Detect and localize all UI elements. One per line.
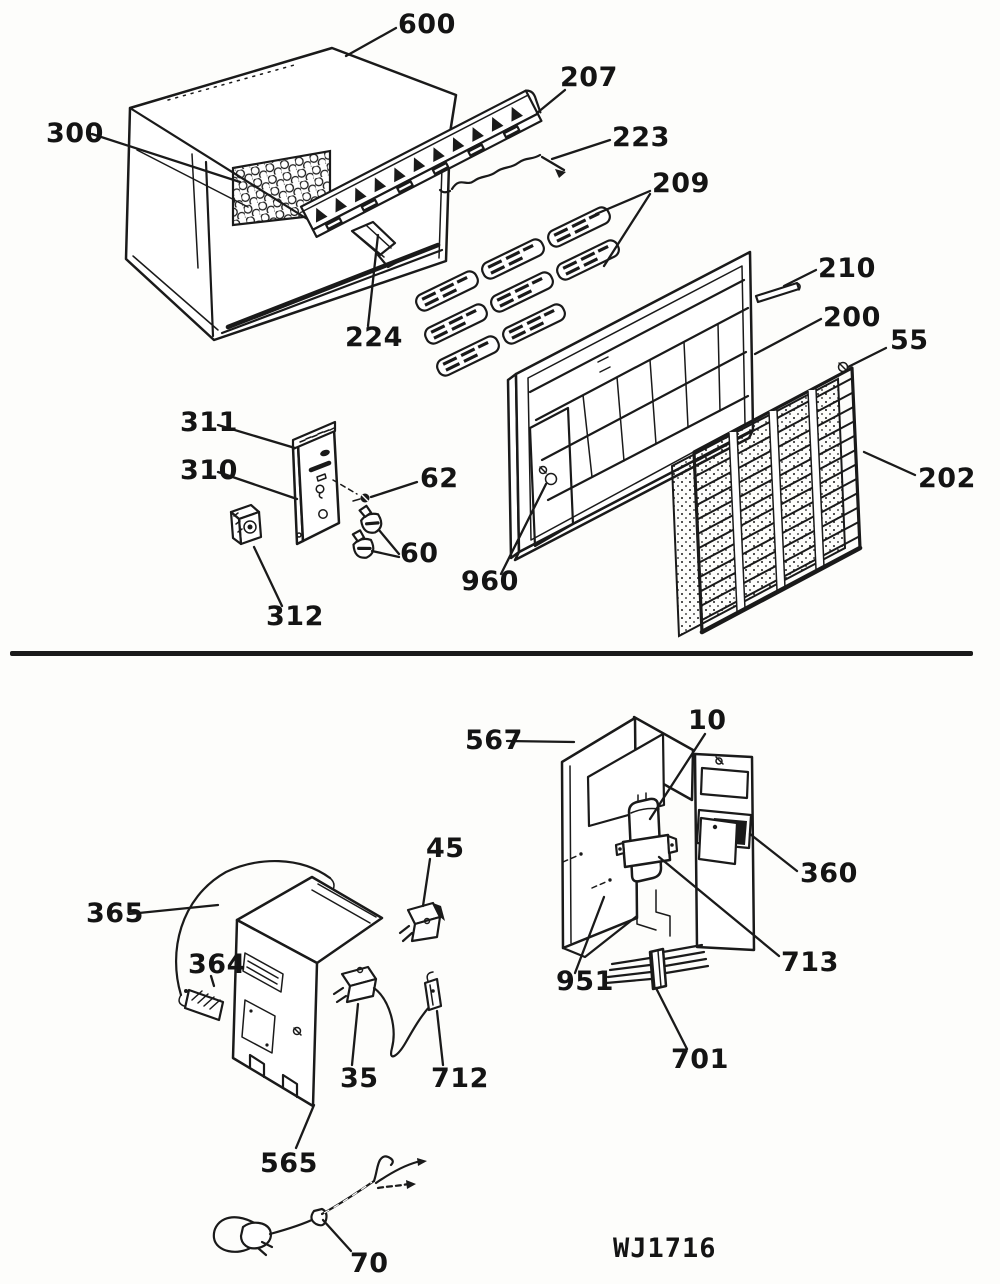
part-label-360: 360	[800, 858, 858, 889]
leader-209b	[604, 194, 650, 266]
part-label-701: 701	[671, 1044, 729, 1075]
leader-209a	[596, 191, 650, 214]
part-label-312: 312	[266, 601, 324, 632]
part-label-713: 713	[781, 947, 839, 978]
section-divider	[10, 651, 973, 656]
leader-600	[346, 28, 396, 56]
leader-55	[848, 348, 886, 367]
clip-712	[425, 972, 441, 1010]
part-label-200: 200	[823, 302, 881, 333]
part-label-223: 223	[612, 122, 670, 153]
leader-45	[423, 859, 430, 906]
wall-sleeve-cabinet	[126, 48, 456, 340]
leader-60b	[372, 551, 399, 557]
part-label-300: 300	[46, 118, 104, 149]
part-label-600: 600	[398, 9, 456, 40]
leader-210	[784, 270, 816, 286]
part-label-202: 202	[918, 463, 976, 494]
overload-35	[334, 967, 430, 1056]
leader-35	[352, 1004, 358, 1065]
part-label-567: 567	[465, 725, 523, 756]
part-label-207: 207	[560, 62, 618, 93]
leader-70	[323, 1220, 351, 1251]
leader-200	[755, 319, 821, 354]
part-label-60: 60	[400, 538, 439, 569]
part-label-565: 565	[260, 1148, 318, 1179]
part-label-62: 62	[420, 463, 459, 494]
switch-45	[400, 903, 445, 941]
part-label-224: 224	[345, 322, 403, 353]
leader-207	[537, 90, 565, 113]
power-cord-70	[214, 1156, 427, 1255]
part-label-210: 210	[818, 253, 876, 284]
leader-312	[254, 547, 282, 606]
part-label-364: 364	[188, 949, 246, 980]
leader-60a	[379, 530, 399, 554]
leader-712	[437, 1011, 443, 1065]
part-label-960: 960	[461, 566, 519, 597]
leader-202	[864, 452, 915, 475]
part-label-209: 209	[652, 168, 710, 199]
leader-62	[371, 482, 417, 497]
part-label-35: 35	[340, 1063, 379, 1094]
leader-360	[750, 834, 797, 871]
side-panel-with-360	[695, 754, 754, 950]
part-label-951: 951	[556, 966, 614, 997]
screw-62	[353, 494, 370, 503]
part-label-712: 712	[431, 1063, 489, 1094]
shaft-210	[756, 283, 800, 302]
control-panel-plate-310	[293, 422, 357, 544]
ground-strip-364	[184, 989, 223, 1020]
part-label-70: 70	[350, 1248, 389, 1279]
figure-code: WJ1716	[613, 1233, 717, 1264]
terminal-block-701	[606, 945, 708, 989]
leader-701	[656, 988, 687, 1049]
leader-565	[296, 1105, 314, 1148]
part-label-45: 45	[426, 833, 465, 864]
square-knob-312	[231, 505, 261, 544]
leader-223	[552, 140, 610, 159]
part-label-311: 311	[180, 407, 238, 438]
part-label-365: 365	[86, 898, 144, 929]
part-label-55: 55	[890, 325, 929, 356]
part-label-10: 10	[688, 705, 727, 736]
part-label-310: 310	[180, 455, 238, 486]
